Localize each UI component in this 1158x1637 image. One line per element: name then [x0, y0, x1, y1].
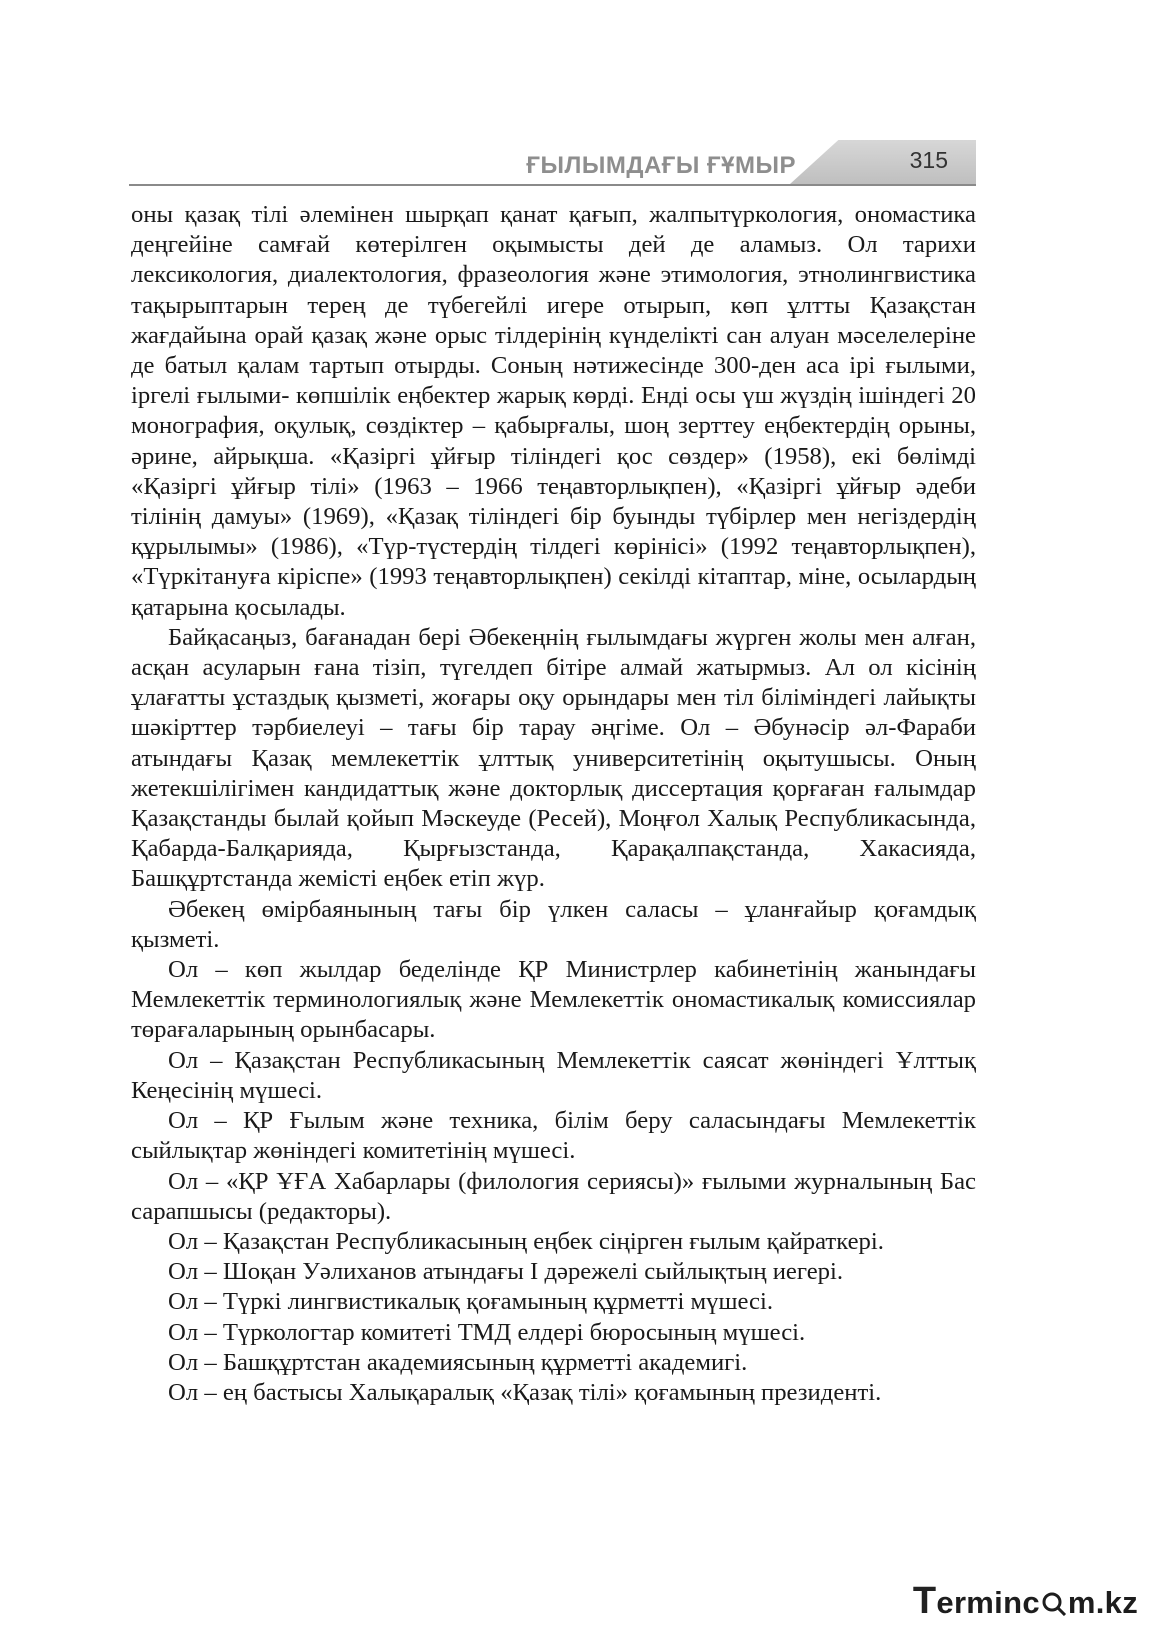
page-header	[129, 138, 976, 186]
magnifier-o-icon	[1041, 1590, 1067, 1616]
paragraph: Ол – ҚР Ғылым және техника, білім беру саласындағы Мемлекеттік сыйлықтар жөніндегі комитетінің мүшесі.	[131, 1107, 976, 1165]
page-number-tab	[790, 140, 976, 184]
header-rule	[129, 184, 976, 186]
paragraph: Ол – Шоқан Уәлиханов атындағы І дәрежелі сыйлықтың иегері.	[168, 1258, 844, 1286]
paragraph: Ол – «ҚР ҰҒА Хабарлары (филология сериясы)» ғылыми журналының Бас сарапшысы (редакторы).	[131, 1167, 976, 1225]
paragraph: Ол – Қазақстан Республикасының еңбек сіңірген ғылым қайраткері.	[168, 1227, 884, 1255]
paragraph: Ол – Башқұртстан академиясының құрметті академигі.	[168, 1348, 748, 1376]
paragraph: Ол – ең бастысы Халықаралық «Қазақ тілі» қоғамының президенті.	[168, 1378, 882, 1406]
paragraph: Ол – көп жылдар беделінде ҚР Министрлер кабинетінің жанындағы Мемлекеттік терминологиялық және Мемлекеттік ономастикалық комиссиялар төрағаларының орынбасары.	[131, 956, 976, 1044]
page-number: 315	[909, 147, 948, 173]
paragraph: Байқасаңыз, бағанадан бері Әбекеңнің ғылымдағы жүрген жолы мен алған, асқан асуларын ғана тізіп, түгелдеп бітіре алмай жатырмыз. Ал ол кісінің ұлағатты ұстаздық қызметі, жоғары оқу орындары мен тіл біліміндегі лайықты шәкірттер тәрбиелеуі – тағы бір тарау әңгіме. Ол – Әбунәсір әл-Фараби атындағы Қазақ мемлекеттік ұлттық университетінің оқытушысы. Оның жетекшілігімен кандидаттық және докторлық диссертация қорғаған ғалымдар Қазақстанды былай қойып Мәскеуде (Ресей), Моңғол Халық Республикасында, Қабарда-Балқарияда, Қырғызстанда, Қарақалпақстанда, Хакасияда, Башқұртстанда жемісті еңбек етіп жүр.	[131, 623, 976, 893]
paragraph: Әбекең өмірбаянының тағы бір үлкен саласы – ұланғайыр қоғамдық қызметі.	[131, 895, 976, 953]
termincom-watermark	[913, 1580, 1138, 1623]
watermark-text: erminc	[936, 1585, 1040, 1620]
watermark-first-letter: T	[912, 1580, 937, 1622]
paragraph: Ол – Түркі лингвистикалық қоғамының құрметті мүшесі.	[168, 1288, 774, 1316]
watermark-tail: m.kz	[1067, 1585, 1138, 1620]
paragraph: оны қазақ тілі әлемінен шырқап қанат қағып, жалпытүркология, ономастика деңгейіне самғай көтерілген оқымысты дей де аламыз. Ол тарихи лексикология, диалектология, фразеология және этимология, этнолингвистика тақырыптарын терең де түбегейлі игере отырып, көп ұлтты Қазақстан жағдайына орай қазақ және орыс тілдерінің күнделікті сан алуан мәселелеріне де батыл қалам тартып отырды. Соның нәтижесінде 300-ден аса ірі ғылыми, іргелі ғылыми- көпшілік еңбектер жарық көрді. Енді осы үш жүздің ішіндегі 20 монография, оқулық, сөздіктер – қабырғалы, шоң зерттеу еңбектердің орыны, әрине, айрықша. «Қазіргі ұйғыр тіліндегі қос сөздер» (1958), екі бөлімді «Қазіргі ұйғыр тілі» (1963 – 1966 теңавторлықпен), «Қазіргі ұйғыр әдеби тілінің дамуы» (1969), «Қазақ тіліндегі бір буынды түбірлер мен негіздердің құрылымы» (1986), «Түр-түстердің тілдегі көрінісі» (1992 теңавторлықпен), «Түркітануға кіріспе» (1993 теңавторлықпен) секілді кітаптар, міне, осылардың қатарына қосылады.	[131, 201, 976, 621]
body-text	[131, 200, 976, 1408]
paragraph: Ол – Түркологтар комитеті ТМД елдері бюросының мүшесі.	[168, 1318, 806, 1346]
paragraph: Ол – Қазақстан Республикасының Мемлекеттік саясат жөніндегі Ұлттық Кеңесінің мүшесі.	[131, 1046, 976, 1104]
running-title: ҒЫЛЫМДАҒЫ ҒҰМЫР	[526, 152, 796, 179]
